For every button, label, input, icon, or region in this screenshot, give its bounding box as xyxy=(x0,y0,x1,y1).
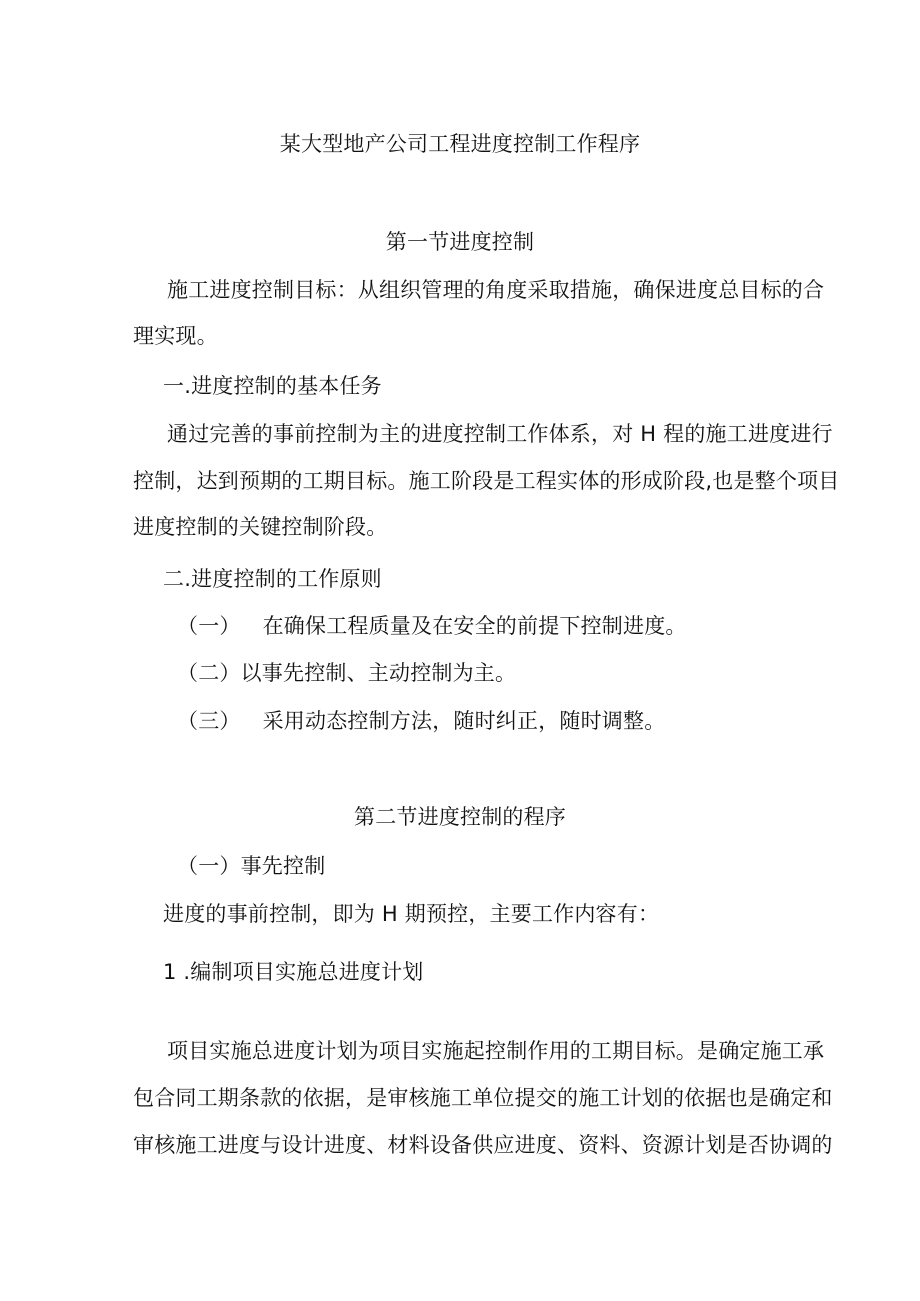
section2-heading: 第二节进度控制的程序 xyxy=(354,805,566,829)
task-heading: 一.进度控制的基本任务 xyxy=(163,374,382,398)
principle-text-1: 在确保工程质量及在安全的前提下控制进度。 xyxy=(262,614,687,638)
plan-paragraph-line-1: 项目实施总进度计划为项目实施起控制作用的工期目标。是确定施工承 xyxy=(167,1039,825,1063)
intro-line: 进度的事前控制，即为 H 期预控，主要工作内容有： xyxy=(163,902,660,926)
principle-number-1: （一） xyxy=(177,614,241,638)
principle-heading: 二.进度控制的工作原则 xyxy=(163,567,382,591)
task-paragraph-line-3: 进度控制的关键控制阶段。 xyxy=(133,515,388,539)
principle-number-3: （三） xyxy=(177,709,241,733)
principle-text-2: 以事先控制、主动控制为主。 xyxy=(240,661,517,685)
plan-paragraph-line-3: 审核施工进度与设计进度、材料设备供应进度、资料、资源计划是否协调的 xyxy=(133,1133,833,1157)
goal-paragraph-line-2: 理实现。 xyxy=(133,324,218,348)
principle-item-1 xyxy=(177,613,687,639)
task-paragraph-line-2: 控制，达到预期的工期目标。施工阶段是工程实体的形成阶段,也是整个项目 xyxy=(133,469,840,493)
section1-heading: 第一节进度控制 xyxy=(385,230,535,254)
item-heading-1: 1 .编制项目实施总进度计划 xyxy=(163,960,424,984)
principle-text-3: 采用动态控制方法，随时纠正，随时调整。 xyxy=(262,709,666,733)
goal-paragraph-line-1: 施工进度控制目标：从组织管理的角度采取措施，确保进度总目标的合 xyxy=(167,278,825,302)
principle-item-3 xyxy=(177,708,665,734)
plan-paragraph-line-2: 包合同工期条款的依据，是审核施工单位提交的施工计划的依据也是确定和 xyxy=(133,1086,833,1110)
principle-item-2 xyxy=(177,660,516,686)
principle-number-2: （二） xyxy=(177,661,241,685)
task-paragraph-line-1: 通过完善的事前控制为主的进度控制工作体系，对 H 程的施工进度进行 xyxy=(167,422,833,446)
subsection-heading-1: （一）事先控制 xyxy=(177,854,326,878)
document-title: 某大型地产公司工程进度控制工作程序 xyxy=(279,132,641,156)
